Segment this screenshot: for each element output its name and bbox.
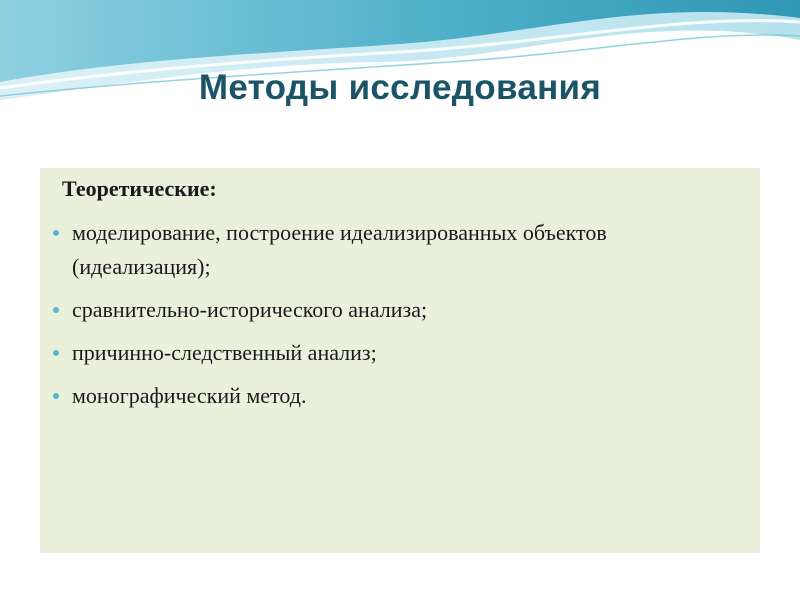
bullet-dot-icon <box>53 230 59 236</box>
methods-list <box>48 216 738 422</box>
bullet-dot-icon <box>53 350 59 356</box>
list-item-text: причинно-следственный анализ; <box>72 340 377 365</box>
list-item <box>48 336 738 370</box>
bullet-dot-icon <box>53 393 59 399</box>
list-item <box>48 379 738 413</box>
section-heading: Теоретические: <box>62 176 217 201</box>
list-item <box>48 293 738 327</box>
list-item-text: сравнительно-исторического анализа; <box>72 297 428 322</box>
list-item <box>48 216 738 284</box>
list-item-text: монографический метод. <box>72 383 307 408</box>
list-item-text: моделирование, построение идеализированных объектов (идеализация); <box>72 220 607 279</box>
slide-title: Методы исследования <box>198 68 602 107</box>
bullet-dot-icon <box>53 307 59 313</box>
